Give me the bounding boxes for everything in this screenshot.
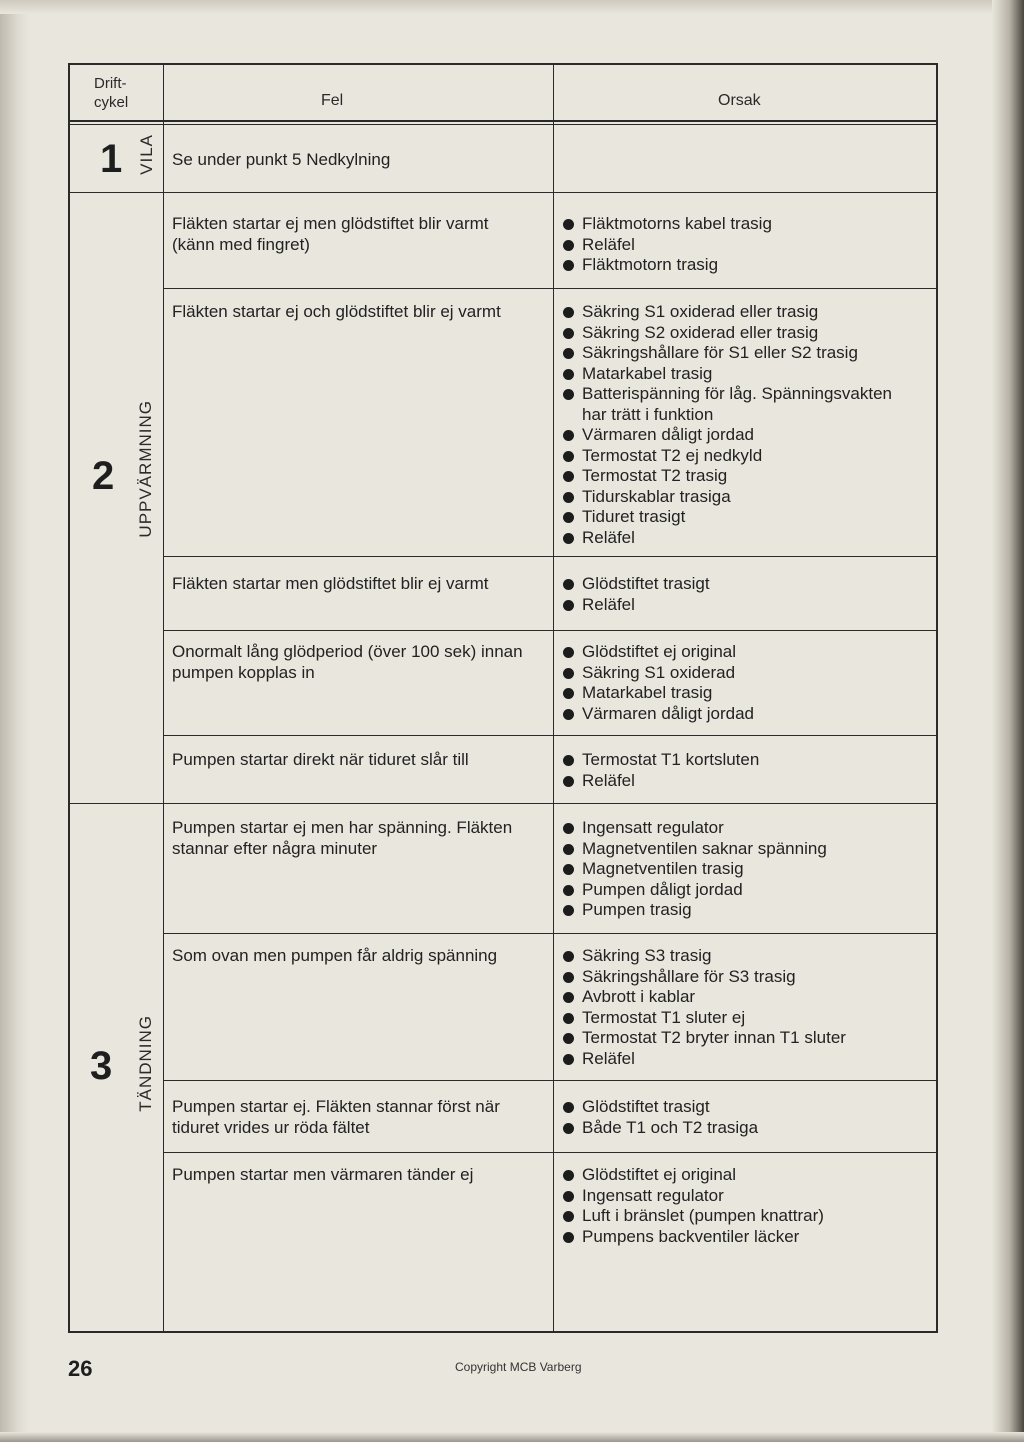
cause-item-continued: har trätt i funktion xyxy=(582,404,714,424)
fel-text: Pumpen startar ej. Fläkten stannar först när tiduret vrides ur röda fältet xyxy=(172,1097,500,1137)
header-cycle xyxy=(94,74,128,112)
page-edge-bottom xyxy=(0,1432,1024,1442)
row-divider xyxy=(163,735,937,736)
page-edge-right xyxy=(992,0,1024,1442)
cause-item: Säkring S2 oxiderad eller trasig xyxy=(562,323,932,344)
fel-text: Fläkten startar men glödstiftet blir ej varmt xyxy=(172,574,489,593)
fel-text: Som ovan men pumpen får aldrig spänning xyxy=(172,946,498,965)
header-fel: Fel xyxy=(321,92,344,109)
cause-item: Säkringshållare för S3 trasig xyxy=(562,967,932,988)
row-divider xyxy=(163,288,937,289)
fel-cell xyxy=(172,574,532,595)
cause-item: Värmaren dåligt jordad xyxy=(562,704,932,725)
cause-item: Fläktmotorns kabel trasig xyxy=(562,214,932,235)
fel-cell xyxy=(172,150,532,171)
cause-item: Reläfel xyxy=(562,595,932,616)
fel-text: Pumpen startar ej men har spänning. Fläkten stannar efter några minuter xyxy=(172,818,513,858)
cause-item: Matarkabel trasig xyxy=(562,364,932,385)
cause-item: Termostat T2 trasig xyxy=(562,466,932,487)
cause-item: Säkring S1 oxiderad eller trasig xyxy=(562,302,932,323)
fel-cell xyxy=(172,818,532,859)
cause-item: Pumpen dåligt jordad xyxy=(562,880,932,901)
fel-cell xyxy=(172,642,532,683)
cause-item: Magnetventilen saknar spänning xyxy=(562,839,932,860)
fel-cell xyxy=(172,946,532,967)
fel-text: Fläkten startar ej och glödstiftet blir ej varmt xyxy=(172,302,501,321)
page-edge-top xyxy=(0,0,1024,14)
cause-item: Säkringshållare för S1 eller S2 trasig xyxy=(562,343,932,364)
cause-item: Glödstiftet ej original xyxy=(562,642,932,663)
cause-item: Glödstiftet ej original xyxy=(562,1165,932,1186)
header-divider xyxy=(69,120,937,122)
fel-text: Se under punkt 5 Nedkylning xyxy=(172,150,391,169)
cause-item: Fläktmotorn trasig xyxy=(562,255,932,276)
row-divider xyxy=(163,933,937,934)
header-cycle-line2: cykel xyxy=(94,94,129,111)
cause-item: Värmaren dåligt jordad xyxy=(562,425,932,446)
row-divider xyxy=(163,630,937,631)
orsak-cell xyxy=(562,574,932,615)
header-divider-inner xyxy=(69,124,937,125)
header-cycle-line1: Drift- xyxy=(94,75,127,92)
cause-item: Säkring S1 oxiderad xyxy=(562,663,932,684)
column-divider-cycle xyxy=(163,64,164,1332)
cycle-name: UPPVÄRMNING xyxy=(136,400,155,538)
cause-item: Magnetventilen trasig xyxy=(562,859,932,880)
cause-item: Termostat T2 bryter innan T1 sluter xyxy=(562,1028,932,1049)
row-divider xyxy=(163,1152,937,1153)
cause-item: Pumpen trasig xyxy=(562,900,932,921)
cause-item: Både T1 och T2 trasiga xyxy=(562,1118,932,1139)
cause-item: Termostat T1 sluter ej xyxy=(562,1008,932,1029)
cause-item: Tiduret trasigt xyxy=(562,507,932,528)
cause-item: Matarkabel trasig xyxy=(562,683,932,704)
fel-cell xyxy=(172,1165,532,1186)
copyright-notice: Copyright MCB Varberg xyxy=(455,1360,582,1374)
cause-item: Ingensatt regulator xyxy=(562,1186,932,1207)
cause-item: Säkring S3 trasig xyxy=(562,946,932,967)
cause-item: Glödstiftet trasigt xyxy=(562,574,932,595)
orsak-cell xyxy=(562,750,932,791)
fel-text: Fläkten startar ej men glödstiftet blir varmt (känn med fingret) xyxy=(172,214,489,254)
fel-text: Pumpen startar direkt när tiduret slår till xyxy=(172,750,469,769)
fel-cell xyxy=(172,1097,532,1138)
fel-text: Onormalt lång glödperiod (över 100 sek) innan pumpen kopplas in xyxy=(172,642,523,682)
cycle-name: TÄNDNING xyxy=(136,1015,155,1112)
cause-item: Pumpens backventiler läcker xyxy=(562,1227,932,1248)
row-divider xyxy=(163,556,937,557)
cycle-name: VILA xyxy=(137,134,156,175)
fel-text: Pumpen startar men värmaren tänder ej xyxy=(172,1165,474,1184)
cause-item: Reläfel xyxy=(562,235,932,256)
row-divider xyxy=(163,1080,937,1081)
orsak-cell xyxy=(562,946,932,1069)
cause-item: Avbrott i kablar xyxy=(562,987,932,1008)
fel-cell xyxy=(172,750,532,771)
orsak-cell xyxy=(562,1097,932,1138)
cause-item: Luft i bränslet (pumpen knattrar) xyxy=(562,1206,932,1227)
fel-cell xyxy=(172,214,532,255)
cause-item: Termostat T1 kortsluten xyxy=(562,750,932,771)
section-divider-uppvarmning xyxy=(69,803,937,804)
cause-item: Glödstiftet trasigt xyxy=(562,1097,932,1118)
fel-cell xyxy=(172,302,532,323)
cycle-number: 3 xyxy=(90,1044,113,1088)
orsak-cell xyxy=(562,214,932,276)
cycle-number: 1 xyxy=(100,137,123,181)
cause-item: Termostat T2 ej nedkyld xyxy=(562,446,932,467)
orsak-cell xyxy=(562,642,932,724)
column-divider-orsak xyxy=(553,64,554,1332)
cycle-number: 2 xyxy=(92,454,115,498)
orsak-cell xyxy=(562,818,932,921)
cause-item: Reläfel xyxy=(562,771,932,792)
cause-item: Tidurskablar trasiga xyxy=(562,487,932,508)
cause-item: Reläfel xyxy=(562,1049,932,1070)
page-edge-left xyxy=(0,0,30,1442)
orsak-cell xyxy=(562,302,932,548)
cause-item: Ingensatt regulator xyxy=(562,818,932,839)
page-number: 26 xyxy=(68,1356,93,1381)
header-orsak: Orsak xyxy=(718,92,761,109)
cause-item: Batterispänning för låg. Spänningsvakten xyxy=(562,384,932,405)
cause-item: Reläfel xyxy=(562,528,932,549)
orsak-cell xyxy=(562,1165,932,1247)
section-divider-vila xyxy=(69,192,937,193)
